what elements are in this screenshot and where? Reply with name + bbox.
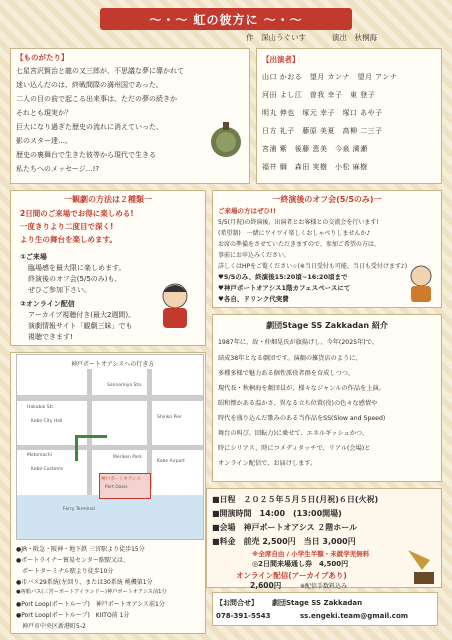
access-line: ●Port Loop(ポートループ) 神戸ポートオアシス前1分: [16, 601, 165, 608]
viewing-item1: 終演後のオフ会(5/5のみ)も、: [28, 275, 122, 283]
company-line: 多種多様で魅力ある個性派役者群を育成しつつ、: [218, 370, 354, 377]
cast-row: 山口 かおる 望月 カンナ 望月 アンナ: [262, 73, 398, 81]
story-line: 私たちへのメッセージ…!?: [16, 165, 100, 173]
story-line: 影のスター達…。: [16, 137, 72, 145]
map-label: Meriken Park: [113, 455, 142, 460]
director-credit: 演出 秋桐海: [332, 33, 377, 42]
cast-row: 日方 礼子 藤原 美夏 高柳 二三子: [262, 127, 383, 135]
map-green-route: [75, 435, 78, 461]
story-label: 【ものがたり】: [16, 53, 69, 62]
offkai-line: (希望制) 一緒にワイワイ楽しくおしゃべりしませんか♪: [218, 230, 371, 237]
online-note: ※配信手数料込み: [300, 583, 348, 590]
ornament-illustration: [204, 118, 248, 162]
map-label: Port Oasis: [105, 485, 128, 490]
story-line: 巨大になり過ぎた歴史の流れに消えていった、: [16, 123, 163, 131]
viewing-item2: ②オンライン配信: [20, 300, 75, 308]
map-label: Shinko Pier: [157, 415, 182, 420]
viewing-item2: 演劇情報サイト「観劇三昧」でも: [28, 322, 133, 330]
map-label: Kobe Customs: [31, 467, 64, 472]
offkai-line: 事前にお申込みください。: [218, 252, 291, 259]
access-address: 神戸市中央区新港町5-2: [16, 623, 86, 630]
story-line: 七星宮沢賢治と龍の又三郎が、不思議な夢に導かれて: [16, 67, 184, 75]
company-line: オンライン配信で、お届けします。: [218, 460, 317, 467]
contact-label: 【お問合せ】: [216, 599, 258, 607]
map-label: Sannomiya Sta.: [107, 383, 143, 388]
map-road: [17, 395, 204, 401]
chef-illustration: [404, 262, 438, 304]
cast-row: 福井 綱 森田 実樹 小松 麻樹: [262, 163, 368, 171]
viewing-lead: 一度きりより二度目で深く!: [20, 222, 114, 231]
access-line: ●客船バス(三宮ーポートアイランドー)神戸ポートオアシス前1分: [16, 589, 167, 595]
gramophone-illustration: [404, 546, 438, 586]
access-line: ●Port Loop(ポートループ) KIITO前 1分: [16, 612, 130, 619]
access-line: ポートターミナル駅より徒歩10分: [16, 568, 114, 575]
contact-phone[interactable]: 078-391-5543: [216, 612, 271, 620]
viewing-lead: 2日間のご来場でお得に楽しめる!: [20, 209, 134, 218]
company-line: 時代を盛り込んだ歌みのある当作品をSS(Slow and Speed): [218, 415, 386, 422]
viewing-title: 一観劇の方法は２種類一: [64, 195, 152, 204]
map-road: [17, 445, 204, 450]
info-venue: ■会場 神戸ポートオアシス ２階ホール: [212, 523, 358, 532]
map-label: Hakubai Str.: [27, 405, 55, 410]
online-title: オンライン配信(アーカイブあり): [236, 571, 347, 580]
story-line: 二人の目の前で起こる出来事は、ただの夢の続きか: [16, 95, 177, 103]
story-line: 迷い込んだのは、終戦間際の満州国であった。: [16, 81, 163, 89]
info-date: ■日程 ２０２５年５月５日(月祝)６日(火祝): [212, 495, 379, 504]
info-note: ◎2日間来場通し券 4,500円: [252, 560, 349, 568]
viewing-item1: ぜひご参加下さい。: [28, 286, 91, 294]
company-line: 昭和懐かある温かさ、異なる立ち位置(役)の色々な感情や: [218, 400, 378, 407]
company-line: 結成38年となる劇団です。演劇の雑貨店のように、: [218, 355, 362, 362]
cast-row: 河田 よし江 曽我 幸子 東 登子: [262, 91, 376, 99]
company-line: 現代長・秋桐海を劇団員が、様々なジャンルの作品を上演。: [218, 385, 385, 392]
page-title: ～・～ 虹の彼方に ～・～: [100, 8, 352, 30]
map-label: Kobe City Hall: [31, 419, 63, 424]
offkai-line: ♥各自、ドリンク代実費: [218, 295, 289, 303]
contact-org: 劇団Stage SS Zakkadan: [272, 599, 363, 607]
offkai-line: ♥5/5のみ、終演後15:20頃~16:20頃まで: [218, 273, 348, 281]
cast-label: 【出演者】: [262, 55, 300, 64]
cast-row: 宮浦 紫 後藤 恵美 今泉 満瀬: [262, 145, 368, 153]
offkai-line: ご来場の方はぜひ!!: [218, 207, 276, 215]
info-time: ■開演時間 14:00 (13:00開場): [212, 509, 342, 518]
character-illustration: [152, 280, 198, 330]
company-line: 時にシリアス、時にコメディタッチで、リアル(会場)と: [218, 445, 371, 452]
viewing-item1: 臨場感を最大限に楽しめます。: [28, 264, 126, 272]
map-road: [147, 369, 152, 489]
offkai-title: 一終演後のオフ会(5/5のみ)一: [272, 195, 382, 204]
viewing-item2: 視聴できます!: [28, 333, 73, 341]
story-line: それとも現実か？: [16, 109, 72, 117]
story-line: 歴史の裏舞台で生きた彼等から現代で生きる: [16, 151, 156, 159]
info-note: ※全席自由 / 小学生半額・未就学児無料: [252, 550, 370, 558]
offkai-line: 5/5(月祝)の終演後、出演者とお客様との交流会を行います!: [218, 219, 379, 226]
company-title: 劇団Stage SS Zakkadan 紹介: [266, 321, 388, 330]
online-price: 2,600円: [250, 581, 282, 590]
cast-row: 明丸 伸也 塚元 幸子 塚口 あや子: [262, 109, 383, 117]
map-sea: [17, 495, 204, 540]
viewing-item2: アーカイブ視聴付き(最大2週間)。: [28, 311, 136, 319]
viewing-lead: より生の舞台を楽しめます。: [20, 235, 117, 244]
map-green-route: [77, 435, 107, 438]
access-map: [16, 354, 204, 540]
offkai-line: 詳しくはHPをご覧ください☆(※当日受付も可能、当日も受付けます♪): [218, 263, 408, 270]
map-title: 神戸ポートオアシスへの行き方: [71, 361, 155, 368]
map-label: Ferry Terminal: [63, 507, 95, 512]
map-label: Motomachi: [27, 453, 52, 458]
viewing-item1: ①ご来場: [20, 253, 47, 261]
offkai-line: お席の準備をさせていただきますので、参加ご希望の方は、: [218, 241, 380, 248]
author-credit: 作 深山うぐいす: [246, 33, 306, 42]
access-line: ●JR・阪急・阪神・地下鉄 三宮駅より徒歩15分: [16, 546, 145, 553]
map-label: Kobe Airport: [157, 459, 185, 464]
company-line: 舞台の叫び、回転力)に乗せて、エネルギッシュかつ、: [218, 430, 369, 437]
map-label: 神戸ポートオアシス: [101, 477, 141, 482]
access-line: ●ポートライナー貿易センター駅駅又は、: [16, 557, 129, 564]
access-line: ●市バス29系統(左回り、または30系統 桃機第1分: [16, 579, 153, 586]
company-line: 1987年に、故・仲畑晃氏が旗揚げし、今年(2025年)で、: [218, 339, 378, 346]
info-price: ■料金 前売 2,500円 当日 3,000円: [212, 537, 356, 546]
contact-email[interactable]: ss.engeki.team@gmail.com: [300, 612, 409, 620]
offkai-line: ♥神戸ポートオアシス1階カフェスペースにて: [218, 284, 351, 292]
